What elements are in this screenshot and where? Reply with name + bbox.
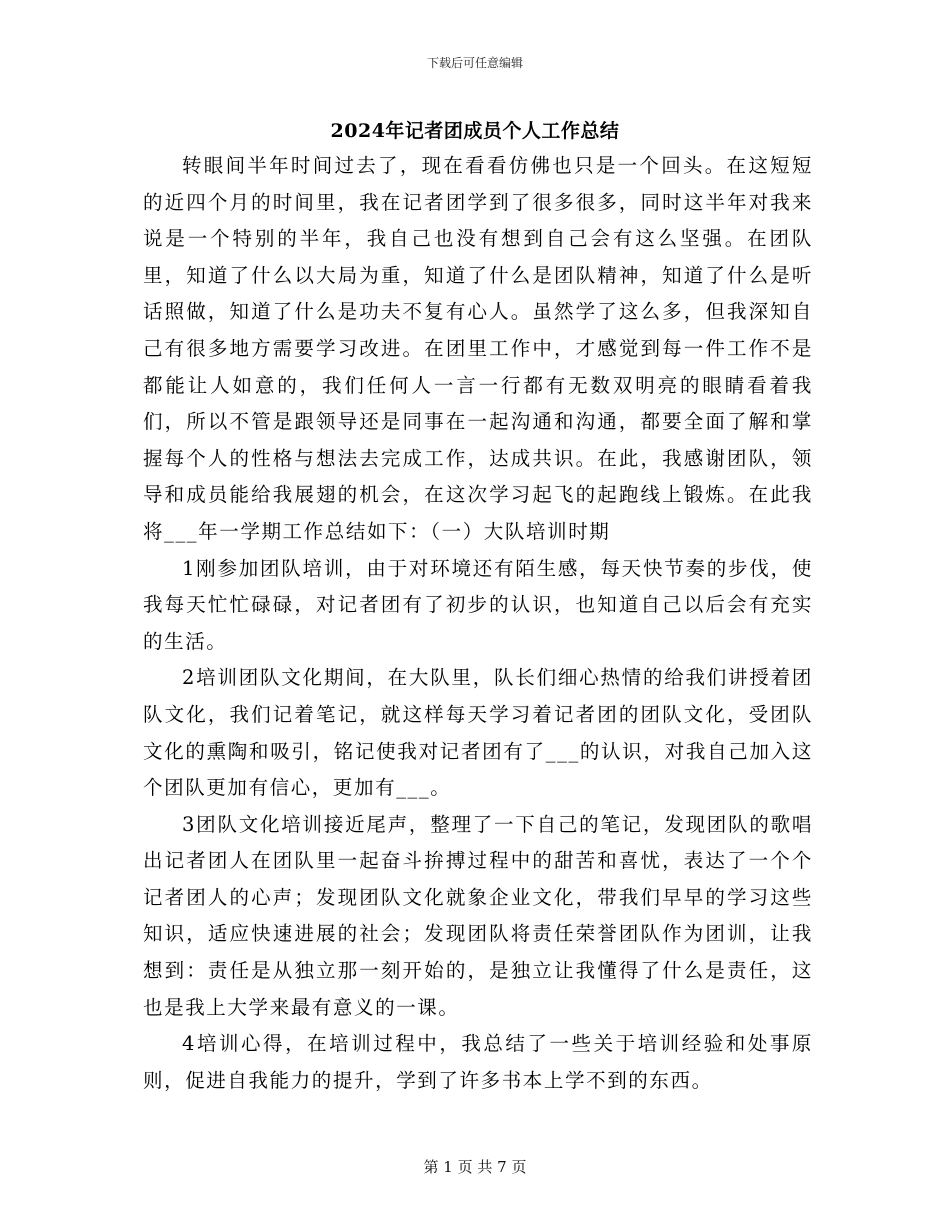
body-paragraph: 2培训团队文化期间，在大队里，队长们细心热情的给我们讲授着团队文化，我们记着笔记，就这样每天学习着记者团的团队文化，受团队文化的熏陶和吸引，铭记使我对记者团有了___的认识，对我自己加入这个团队更加有信心，更加有___。 [143,666,813,800]
document-body [143,148,813,1099]
body-paragraph: 3团队文化培训接近尾声，整理了一下自己的笔记，发现团队的歌唱出记者团人在团队里一起奋斗拚搏过程中的甜苦和喜忧，表达了一个个记者团人的心声；发现团队文化就象企业文化，带我们早早的学习这些知识，适应快速进展的社会；发现团队将责任荣誉团队作为团训，让我想到：责任是从独立那一刻开始的，是独立让我懂得了什么是责任，这也是我上大学来最有意义的一课。 [143,812,813,1019]
header-note: 下载后可任意编辑 [426,56,523,70]
page-number: 第 1 页 共 7 页 [423,1158,527,1176]
body-paragraph: 1刚参加团队培训，由于对环境还有陌生感，每天快节奏的步伐，使我每天忙忙碌碌，对记者团有了初步的认识，也知道自己以后会有充实的生活。 [143,556,813,653]
body-paragraph: 4培训心得，在培训过程中，我总结了一些关于培训经验和处事原则，促进自我能力的提升，学到了许多书本上学不到的东西。 [143,1032,813,1092]
document-title: 2024年记者团成员个人工作总结 [330,120,620,142]
body-paragraph: 转眼间半年时间过去了，现在看看仿佛也只是一个回头。在这短短的近四个月的时间里，我在记者团学到了很多很多，同时这半年对我来说是一个特别的半年，我自己也没有想到自己会有这么坚强。在团队里，知道了什么以大局为重，知道了什么是团队精神，知道了什么是听话照做，知道了什么是功夫不复有心人。虽然学了这么多，但我深知自己有很多地方需要学习改进。在团里工作中，才感觉到每一件工作不是都能让人如意的，我们任何人一言一行都有无数双明亮的眼睛看着我们，所以不管是跟领导还是同事在一起沟通和沟通，都要全面了解和掌握每个人的性格与想法去完成工作，达成共识。在此，我感谢团队，领导和成员能给我展翅的机会，在这次学习起飞的起跑线上锻炼。在此我将___年一学期工作总结如下：（一）大队培训时期 [143,154,813,543]
